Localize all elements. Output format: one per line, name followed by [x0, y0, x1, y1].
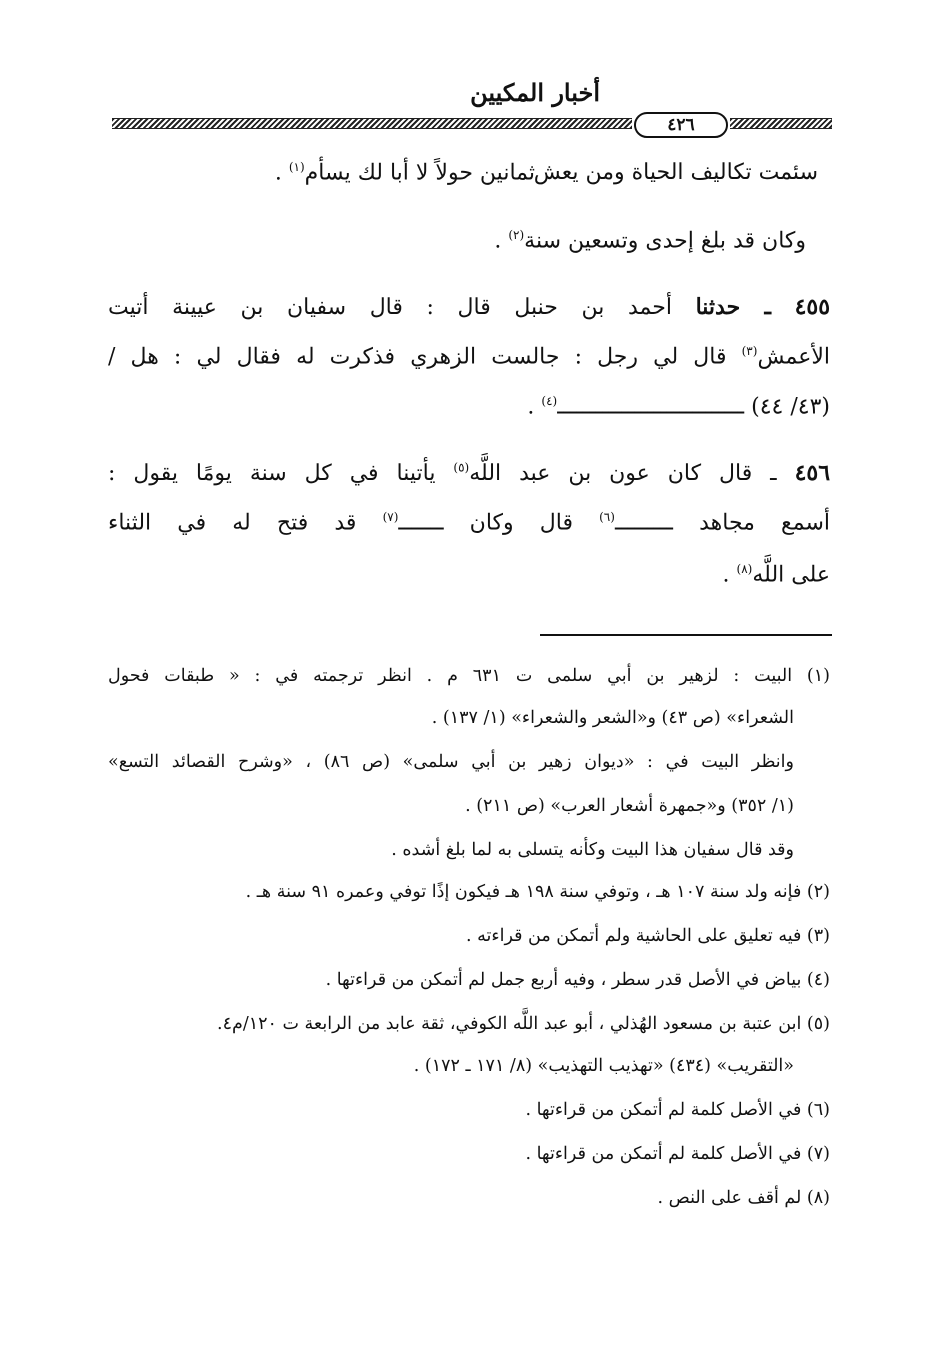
- poem-hemistich-1: سئمت تكاليف الحياة ومن يعش: [533, 160, 818, 185]
- hadith-number: ٤٥٦: [794, 460, 831, 486]
- footnote-1-line-1: (١) البيت : لزهير بن أبي سلمى ت ٦٣١ م . انظر ترجمته في : « طبقات فحول: [108, 666, 830, 686]
- footnote-marker: (٢): [508, 228, 525, 242]
- footnote-6: (٦) في الأصل كلمة لم أتمكن من قراءتها .: [525, 1100, 830, 1120]
- lacuna-dashes: ـــــــــــــــــــــــــــــ: [557, 394, 745, 420]
- footnote-marker: (٣): [741, 344, 758, 358]
- page-number: ٤٢٦: [634, 112, 728, 138]
- footnote-2: (٢) فإنه ولد سنة ١٠٧ هـ ، وتوفي سنة ١٩٨ هـ فيكون إذًا توفي وعمره ٩١ سنة هـ .: [245, 882, 830, 902]
- body-line-age: وكان قد بلغ إحدى وتسعين سنة$^{(٢)}$ .: [494, 228, 806, 254]
- footnote-marker: (٦): [599, 510, 615, 524]
- footnote-3: (٣) فيه تعليق على الحاشية ولم أتمكن من قراءته .: [466, 926, 830, 946]
- footnote-4: (٤) بياض في الأصل قدر سطر ، وفيه أربع جمل لم أتمكن من قراءتها .: [325, 970, 830, 990]
- lacuna-dashes: ـــــــــ: [614, 510, 673, 536]
- footnote-1-line-4: (١/ ٣٥٢) و«جمهرة أشعار العرب» (ص ٢١١) .: [465, 796, 794, 816]
- footnote-8: (٨) لم أقف على النص .: [657, 1188, 830, 1208]
- running-title: أخبار المكيين: [470, 78, 600, 107]
- poem-hemistich-2: ثمانين حولاً لا أبا لك يسأم$^{(١)}$ .: [274, 160, 535, 186]
- header-rule: [112, 112, 832, 136]
- footnote-divider: [540, 634, 832, 636]
- footnote-7: (٧) في الأصل كلمة لم أتمكن من قراءتها .: [525, 1144, 830, 1164]
- hadith-456-line-2: أسمع مجاهد ـــــــــ$^{(٦)}$ قال وكان ـــــــ$^{(٧)}$ قد فتح له في الثناء: [108, 510, 831, 536]
- hadith-455-line-3: (٤٣/ ٤٤) ـــــــــــــــــــــــــــــ$^{(٤)}$ .: [527, 394, 830, 420]
- hadith-number: ٤٥٥: [794, 294, 831, 320]
- hadith-455-line-1: ٤٥٥ ـ حدثنا أحمد بن حنبل قال : قال سفيان بن عيينة أتيت: [108, 294, 831, 320]
- footnote-5-line-1: (٥) ابن عتبة بن مسعود الهُذلي ، أبو عبد اللَّه الكوفي، ثقة عابد من الرابعة ت ١٢٠/م٤.: [217, 1014, 830, 1034]
- hadith-456-line-1: ٤٥٦ ـ قال كان عون بن عبد اللَّه$^{(٥)}$ يأتينا في كل سنة يومًا يقول :: [108, 460, 831, 486]
- footnote-marker: (٧): [382, 510, 399, 524]
- header-rule-left: [112, 118, 632, 129]
- lacuna-dashes: ـــــــ: [398, 510, 444, 536]
- hadith-455-line-2: الأعمش$^{(٣)}$ قال لي رجل : جالست الزهري فذكرت له فقال لي : هل /: [108, 344, 830, 370]
- hadith-456-line-3: على اللَّه$^{(٨)}$ .: [722, 562, 830, 588]
- header-rule-right: [730, 118, 832, 129]
- footnote-1-line-2: الشعراء» (ص ٤٣) و«الشعر والشعراء» (١/ ١٣٧) .: [431, 708, 794, 728]
- footnote-marker: (٨): [736, 562, 753, 576]
- footnote-1-line-3: وانظر البيت في : «ديوان زهير بن أبي سلمى» (ص ٨٦) ، «وشرح القصائد التسع»: [108, 752, 794, 772]
- footnote-5-line-2: «التقريب» (٤٣٤) «تهذيب التهذيب» (٨/ ١٧١ ـ ١٧٢) .: [413, 1056, 794, 1076]
- footnote-marker: (١): [288, 160, 305, 174]
- footnote-1-line-5: وقد قال سفيان هذا البيت وكأنه يتسلى به لما بلغ أشده .: [391, 840, 794, 860]
- footnote-marker: (٥): [453, 460, 470, 475]
- footnote-marker: (٤): [541, 394, 558, 408]
